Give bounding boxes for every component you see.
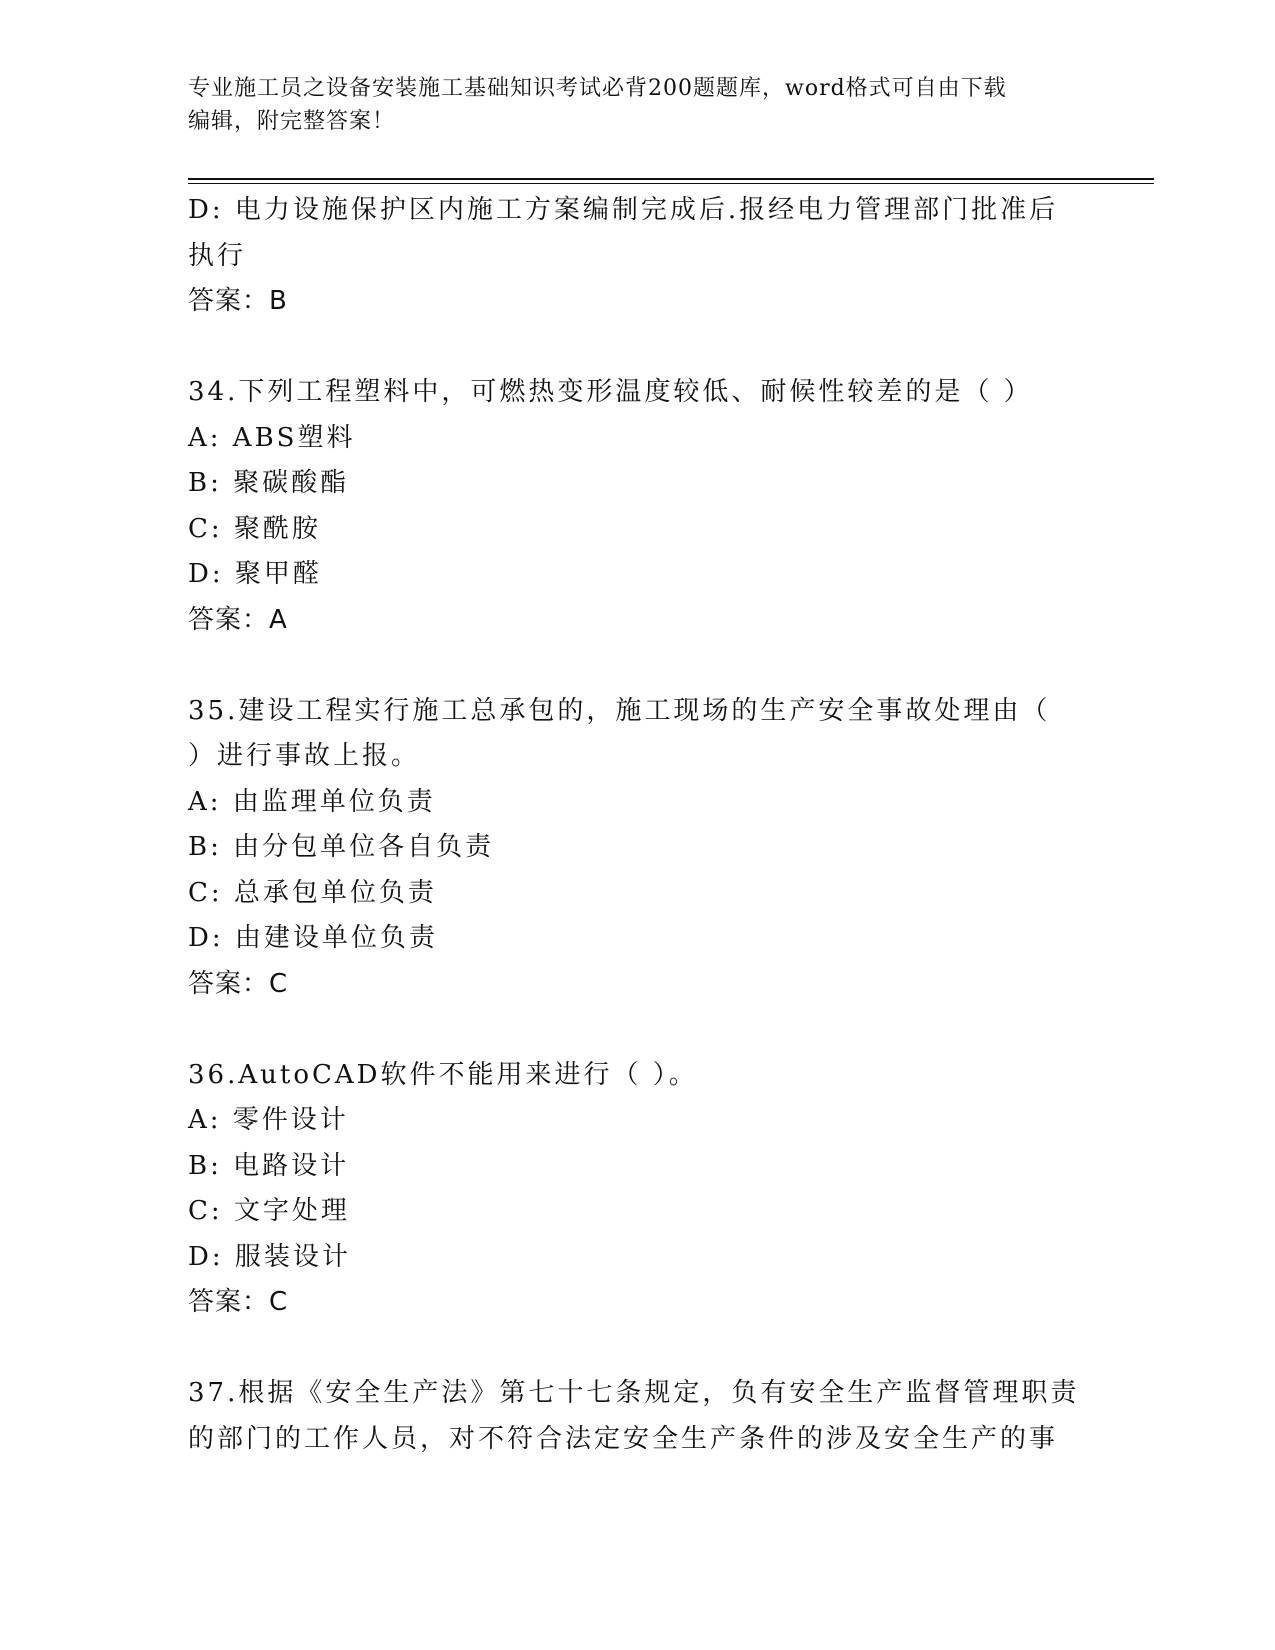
option-a: A: 零件设计 <box>188 1105 349 1135</box>
option-d: D: 服装设计 <box>188 1241 351 1272</box>
header-divider-thick <box>188 178 1154 180</box>
spacer <box>188 1007 1088 1053</box>
option-d: D: 聚甲醛 <box>188 559 322 589</box>
answer-label: 答案：C <box>188 968 289 999</box>
option-c: C: 文字处理 <box>188 1196 350 1226</box>
spacer <box>188 1326 1088 1372</box>
question-text: 35.建设工程实行施工总承包的，施工现场的生产安全事故处理由（ <box>188 695 1051 726</box>
answer-label: 答案：C <box>188 1287 289 1317</box>
question-text: 34.下列工程塑料中，可燃热变形温度较低、耐候性较差的是（ ） <box>188 377 1033 407</box>
question-text-wrap: ）进行事故上报。 <box>188 741 421 771</box>
header-divider-thin <box>188 183 1154 184</box>
option-a: A: 由监理单位负责 <box>188 786 436 817</box>
question-list <box>188 188 1088 1462</box>
question-36 <box>188 1053 1088 1326</box>
question-text-wrap: 的部门的工作人员，对不符合法定安全生产条件的涉及安全生产的事 <box>188 1423 1059 1454</box>
option-a: A: ABS塑料 <box>188 422 356 453</box>
question-35 <box>188 689 1088 1008</box>
spacer <box>188 643 1088 689</box>
answer-label: 答案：A <box>188 604 288 635</box>
spacer <box>188 325 1088 371</box>
option-c: C: 聚酰胺 <box>188 513 321 544</box>
header-title-line2: 编辑，附完整答案！ <box>188 109 396 134</box>
option-b: B: 由分包单位各自负责 <box>188 832 495 862</box>
question-text: 37.根据《安全生产法》第七十七条规定，负有安全生产监督管理职责 <box>188 1378 1080 1408</box>
option-b: B: 聚碳酸酯 <box>188 468 350 498</box>
question-text: 36.AutoCAD软件不能用来进行（ ）。 <box>188 1059 698 1090</box>
option-d: D: 电力设施保护区内施工方案编制完成后.报经电力管理部门批准后 <box>188 195 1059 225</box>
option-c: C: 总承包单位负责 <box>188 877 437 908</box>
question-37 <box>188 1371 1088 1462</box>
question-33-continuation <box>188 188 1088 325</box>
option-d: D: 由建设单位负责 <box>188 923 438 953</box>
header-title-line1: 专业施工员之设备安装施工基础知识考试必背200题题库，word格式可自由下载 <box>188 76 1007 101</box>
question-34 <box>188 370 1088 643</box>
document-header <box>188 72 1078 138</box>
answer-label: 答案：B <box>188 286 288 316</box>
option-d-wrap: 执行 <box>188 240 247 271</box>
option-b: B: 电路设计 <box>188 1150 350 1181</box>
